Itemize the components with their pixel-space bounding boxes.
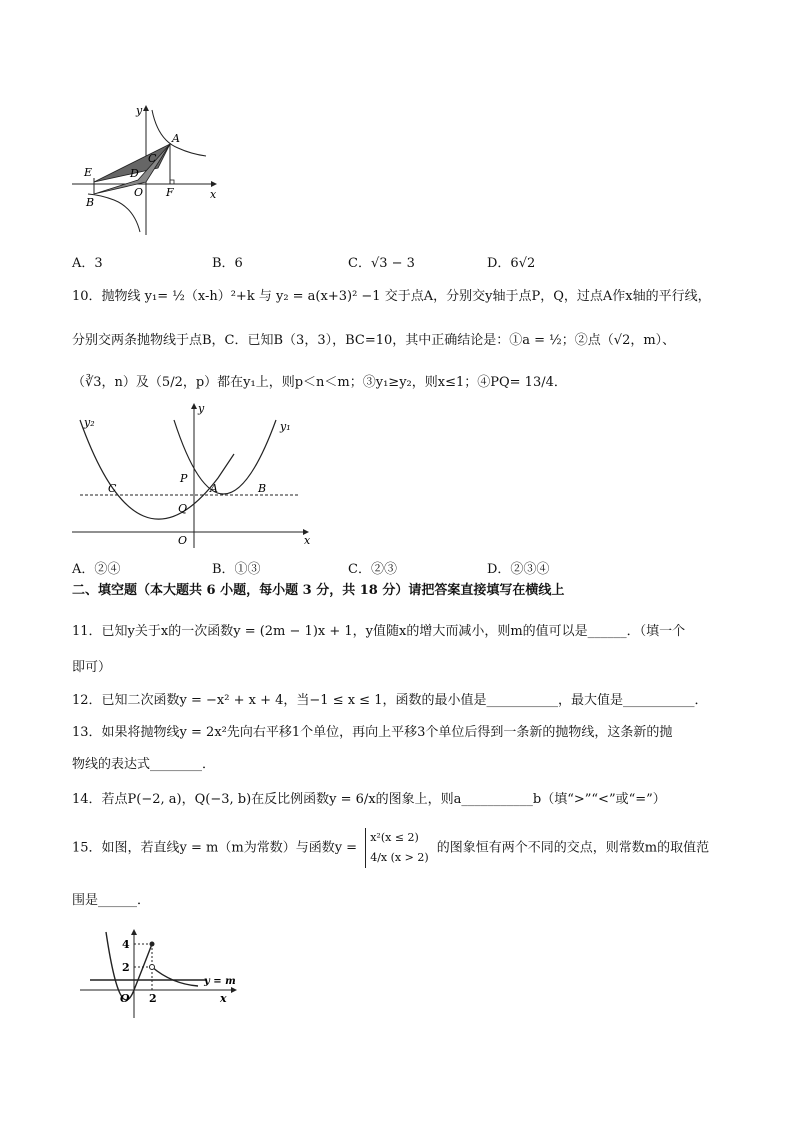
q10-line-1: 10．抛物线 y₁= ½（x-h）²+k 与 y₂ = a(x+3)² −1 交于点A，分别交y轴于点P，Q，过点A作x轴的平行线， — [72, 289, 711, 304]
q10-option-b[interactable]: B．①③ — [212, 562, 261, 577]
label-x: x — [220, 992, 227, 1005]
q9-option-b[interactable]: B．6 — [212, 256, 243, 271]
label-P: P — [180, 472, 188, 485]
q9-figure — [66, 100, 226, 240]
label-C: C — [108, 482, 117, 495]
q10-line-3: （∛3，n）及（5/2，p）都在y₁上，则p＜n＜m；③y₁≥y₂，则x≤1；④PQ= 13/4． — [72, 375, 567, 390]
label-B: B — [258, 482, 267, 495]
right-angle-F — [170, 180, 174, 184]
q12-line: 12．已知二次函数y = −x² + x + 4，当−1 ≤ x ≤ 1，函数的最小值是___________，最大值是___________． — [72, 693, 708, 708]
q9-option-d[interactable]: D．6√2 — [487, 256, 536, 271]
label-O: O — [120, 992, 130, 1005]
label-C: C — [148, 152, 157, 165]
label-A: A — [172, 132, 180, 145]
q15-line-2: 围是______． — [72, 893, 151, 908]
q15-figure — [76, 926, 246, 1022]
label-D: D — [130, 167, 139, 180]
parabola-y2 — [80, 420, 234, 519]
q10-line-2: 分别交两条抛物线于点B，C．已知B（3，3），BC=10，其中正确结论是：①a = ½；②点（√2，m）、 — [72, 333, 676, 348]
label-x: x — [210, 188, 217, 201]
label-O: O — [178, 534, 188, 547]
q15-part2: 的图象恒有两个不同的交点，则常数m的取值范 — [436, 840, 710, 856]
label-B: B — [86, 196, 95, 209]
label-4: 4 — [122, 938, 130, 951]
label-O: O — [134, 186, 144, 199]
label-y2: y₂ — [84, 416, 95, 429]
q15-part1: 15．如图，若直线y = m（m为常数）与函数y = — [72, 840, 358, 856]
hyperbola-branch — [152, 967, 198, 986]
q11-line-2: 即可） — [72, 660, 112, 675]
q10-option-a[interactable]: A．②④ — [72, 562, 121, 577]
q10-option-c[interactable]: C．②③ — [348, 562, 397, 577]
label-x: x — [304, 534, 311, 547]
q9-option-a[interactable]: A．3 — [72, 256, 103, 271]
q13-line-2: 物线的表达式________． — [72, 757, 216, 772]
label-y: y — [136, 104, 143, 117]
q11-line-1: 11．已知y关于x的一次函数y = (2m − 1)x + 1，y值随x的增大而减小，则m的值可以是______．（填一个 — [72, 624, 686, 639]
q15-piecewise — [365, 828, 428, 868]
q15-piece-1: x²(x ≤ 2) — [370, 831, 419, 844]
q13-line-1: 13．如果将抛物线y = 2x²先向右平移1个单位，再向上平移3个单位后得到一条新的抛物线，这条新的抛 — [72, 725, 673, 740]
closed-point — [150, 942, 155, 947]
q15-piece-2: 4/x (x > 2) — [370, 851, 429, 864]
hyperbola-lower — [88, 194, 140, 232]
label-Q: Q — [178, 502, 188, 515]
q10-figure — [68, 398, 318, 550]
q10-option-d[interactable]: D．②③④ — [487, 562, 550, 577]
q9-option-c[interactable]: C．√3 − 3 — [348, 256, 415, 271]
section-heading-fill-in: 二、填空题（本大题共 6 小题，每小题 3 分，共 18 分）请把答案直接填写在横线上 — [72, 583, 565, 598]
label-x-2: 2 — [149, 992, 157, 1005]
open-point — [150, 965, 155, 970]
label-y-m: y = m — [204, 976, 236, 987]
label-F: F — [166, 186, 174, 199]
label-y1: y₁ — [280, 420, 291, 433]
q15-line-1 — [72, 828, 709, 868]
label-y: y — [198, 402, 205, 415]
q14-line: 14．若点P(−2, a)，Q(−3, b)在反比例函数y = 6/x的图象上，则a___________b（填“>”“<”或“=”） — [72, 792, 666, 807]
label-2: 2 — [122, 961, 130, 974]
label-A: A — [210, 482, 218, 495]
label-E: E — [84, 166, 93, 179]
